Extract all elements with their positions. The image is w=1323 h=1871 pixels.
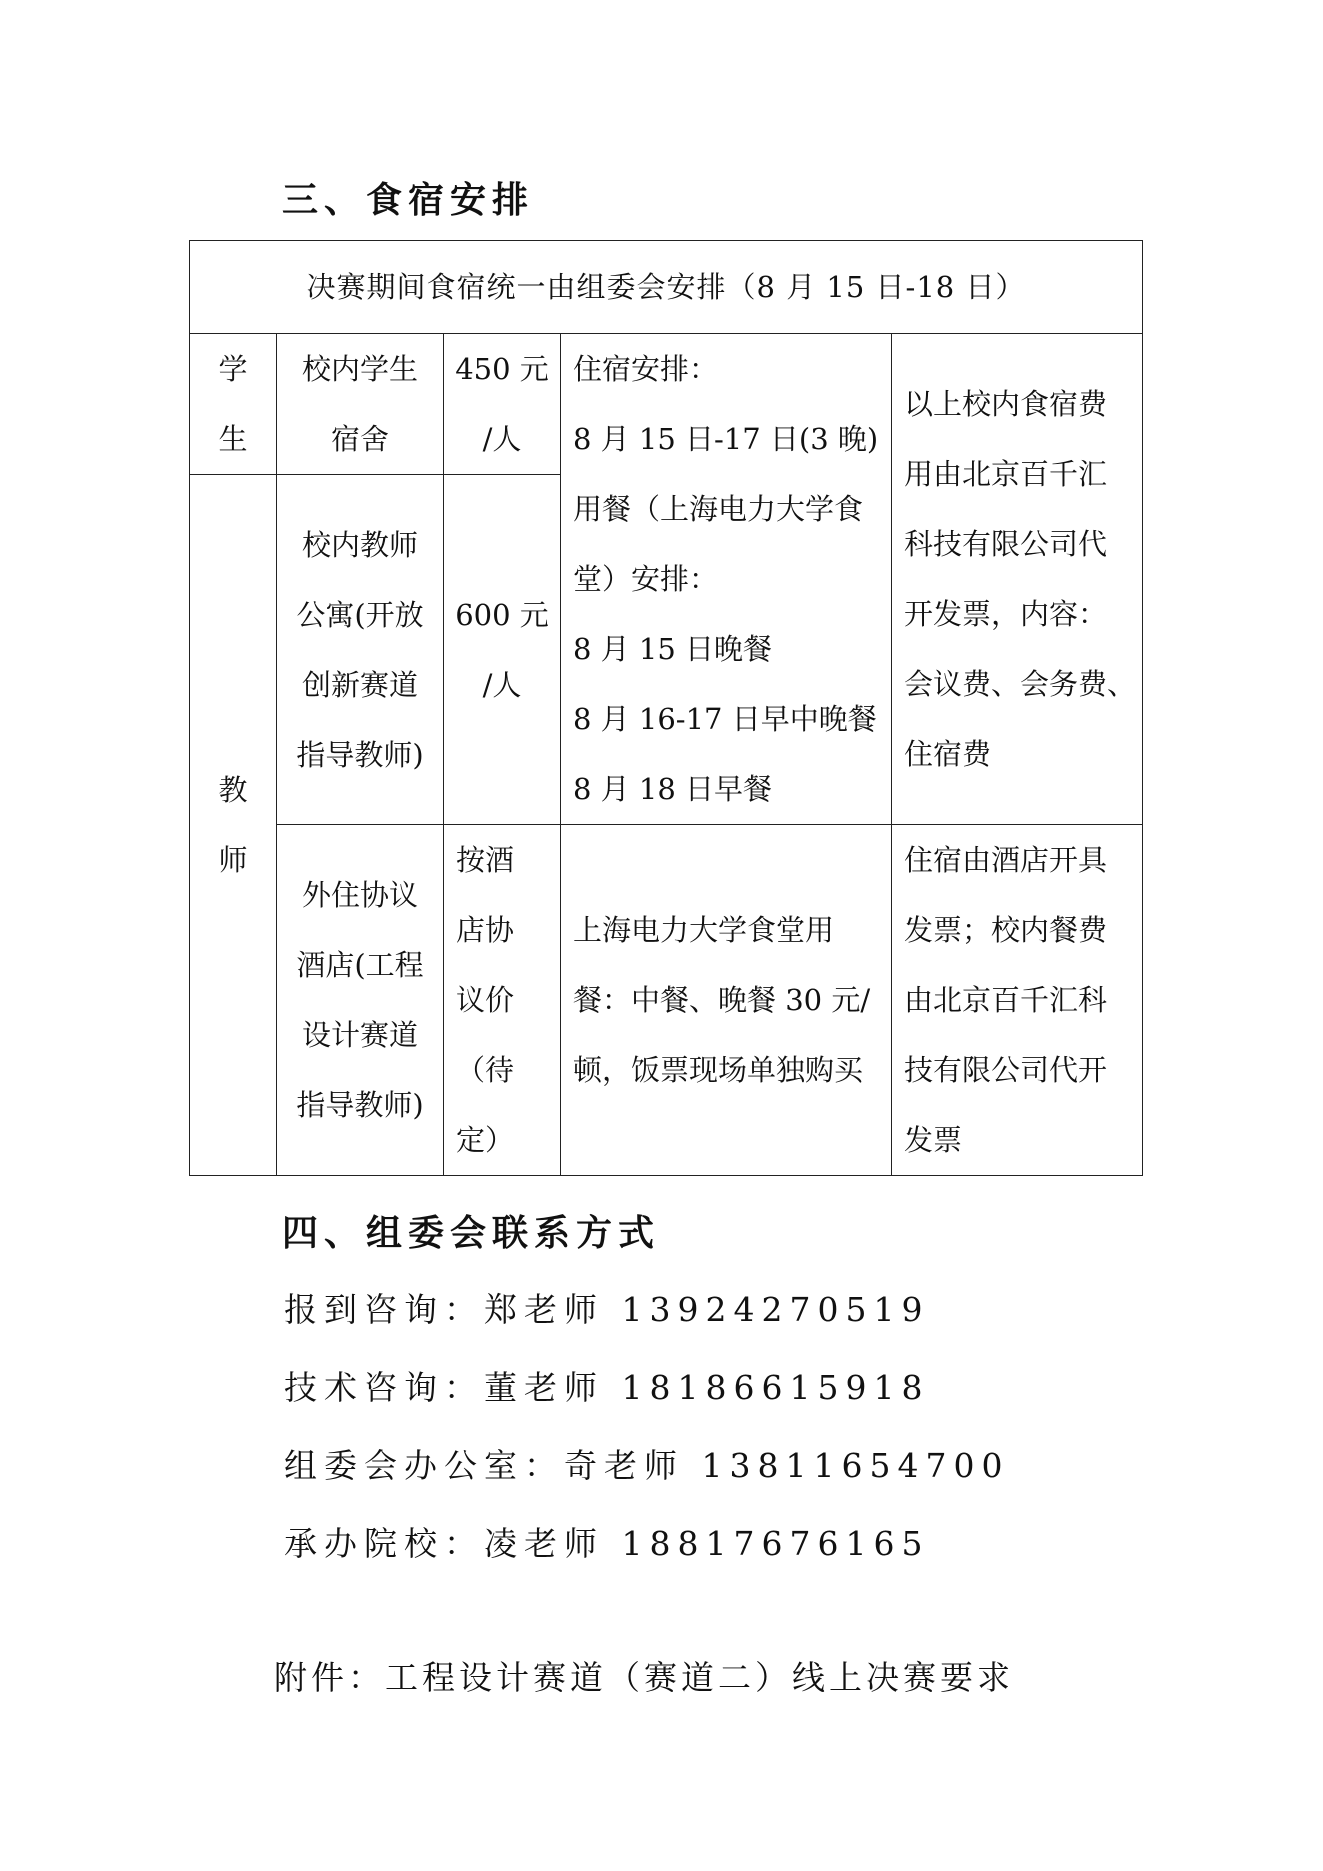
meal-line-3: 用餐（上海电力大学食: [573, 492, 864, 526]
teacher-hotel-lodging-cell: [277, 825, 444, 1176]
meal-arrangement-cell: [561, 334, 892, 825]
section-three-heading: 三、食宿安排: [282, 180, 535, 221]
student-role-cell: [190, 334, 277, 475]
teacher-campus-line-1: 校内教师: [301, 527, 418, 562]
table-banner: 决赛期间食宿统一由组委会安排（8 月 15 日-18 日）: [190, 241, 1143, 334]
student-lodging-cell: [277, 334, 444, 475]
campus-invoice-cell: [892, 334, 1143, 825]
teacher-campus-price-cell: [444, 475, 561, 825]
student-price-line-2: /人: [482, 422, 522, 456]
teacher-hotel-line-3: 设计赛道: [301, 1018, 418, 1052]
contact-technical: 技术咨询：董老师 18186615918: [284, 1368, 930, 1407]
teacher-hotel-line-4: 指导教师): [296, 1088, 424, 1122]
teacher-price-line-1: 600 元: [455, 597, 549, 632]
meal-line-2: 8 月 15 日-17 日(3 晚): [573, 422, 879, 456]
invoice-line-6: 住宿费: [904, 737, 992, 771]
student-price-cell: [444, 334, 561, 475]
invoice-line-1: 以上校内食宿费: [904, 387, 1108, 421]
student-price-line-1: 450 元: [455, 352, 549, 386]
table-banner-row: [190, 241, 1143, 334]
contact-registration: 报到咨询：郑老师 13924270519: [284, 1290, 930, 1329]
hotel-invoice-line-2: 发票；校内餐费: [904, 913, 1108, 947]
meal-line-7: 8 月 18 日早餐: [573, 772, 773, 806]
meal-line-1: 住宿安排：: [573, 352, 719, 386]
hotel-invoice-line-1: 住宿由酒店开具: [904, 843, 1108, 877]
attachment-note: 附件：工程设计赛道（赛道二）线上决赛要求: [274, 1658, 1014, 1697]
teacher-campus-line-2: 公寓(开放: [296, 597, 424, 632]
invoice-line-3: 科技有限公司代: [904, 527, 1108, 561]
teacher-role-2: 师: [218, 843, 248, 877]
hotel-price-line-2: 店协: [456, 913, 515, 947]
teacher-campus-line-4: 指导教师): [296, 737, 424, 772]
teacher-role-1: 教: [218, 773, 248, 807]
invoice-line-4: 开发票，内容：: [904, 597, 1108, 631]
section-four-heading: 四、组委会联系方式: [282, 1213, 661, 1254]
student-lodging-line-1: 校内学生: [301, 352, 418, 386]
teacher-campus-line-3: 创新赛道: [301, 667, 418, 702]
meal-line-4: 堂）安排：: [573, 562, 719, 596]
student-row: [190, 334, 1143, 475]
student-lodging-line-2: 宿舍: [330, 422, 389, 456]
hotel-invoice-line-3: 由北京百千汇科: [904, 983, 1108, 1017]
meal-line-5: 8 月 15 日晚餐: [573, 632, 773, 666]
teacher-hotel-line-1: 外住协议: [301, 878, 418, 912]
invoice-line-2: 用由北京百千汇: [904, 457, 1108, 491]
hotel-price-line-1: 按酒: [456, 843, 515, 877]
teacher-role-cell: [190, 475, 277, 1176]
teacher-hotel-line-2: 酒店(工程: [296, 948, 424, 982]
hotel-invoice-line-4: 技有限公司代开: [904, 1053, 1108, 1087]
teacher-campus-lodging-cell: [277, 475, 444, 825]
hotel-price-line-4: （待: [456, 1053, 515, 1087]
contact-host-school: 承办院校：凌老师 18817676165: [284, 1524, 930, 1563]
teacher-hotel-row: [190, 825, 1143, 1176]
teacher-hotel-price-cell: [444, 825, 561, 1176]
accommodation-table: [189, 240, 1143, 1176]
meal-line-6: 8 月 16-17 日早中晚餐: [573, 702, 877, 736]
hotel-invoice-cell: [892, 825, 1143, 1176]
student-role-2: 生: [218, 422, 248, 456]
canteen-line-1: 上海电力大学食堂用: [573, 913, 835, 947]
teacher-price-line-2: /人: [482, 667, 522, 702]
canteen-meal-cell: [561, 825, 892, 1176]
canteen-line-3: 顿，饭票现场单独购买: [573, 1053, 864, 1087]
student-role-1: 学: [218, 352, 248, 386]
hotel-invoice-line-5: 发票: [904, 1123, 963, 1157]
contact-office: 组委会办公室：奇老师 13811654700: [284, 1446, 1010, 1485]
hotel-price-line-5: 定）: [456, 1123, 515, 1157]
canteen-line-2: 餐：中餐、晚餐 30 元/: [573, 983, 871, 1017]
hotel-price-line-3: 议价: [456, 983, 515, 1017]
invoice-line-5: 会议费、会务费、: [904, 667, 1137, 701]
